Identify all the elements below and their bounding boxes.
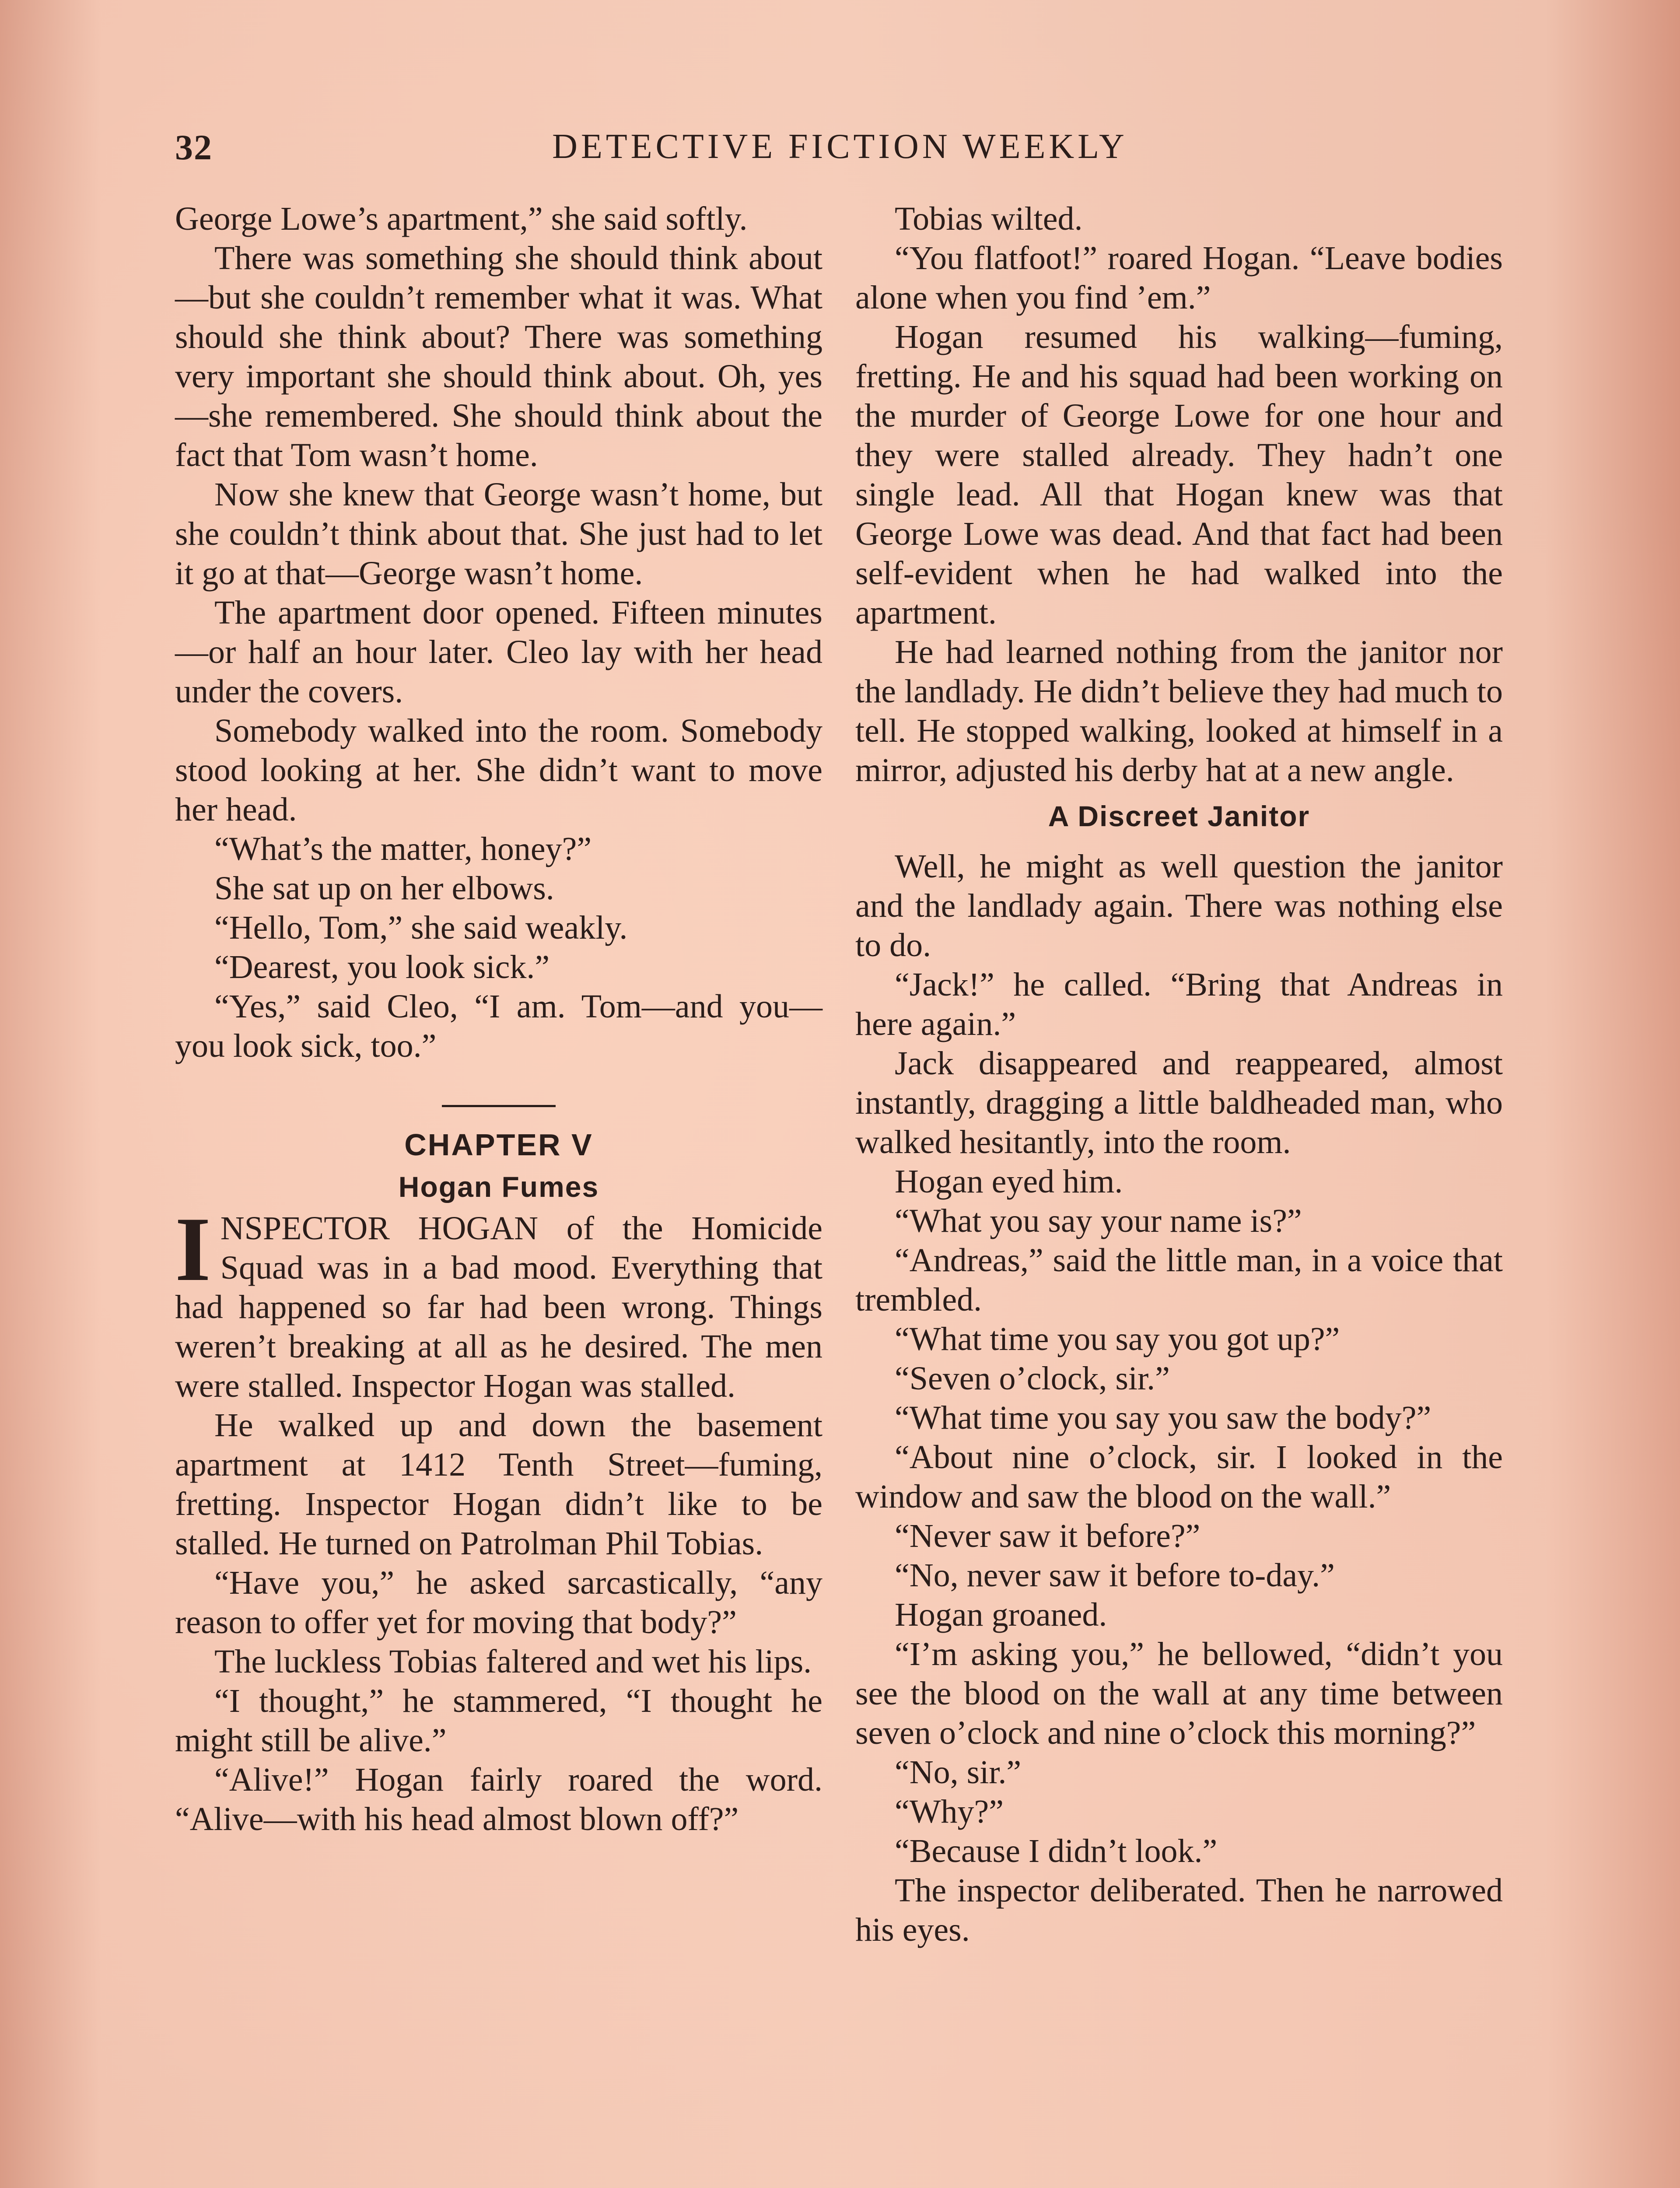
paragraph: Hogan groaned.	[895, 1596, 1107, 1633]
drop-cap: I	[175, 1199, 211, 1300]
paragraph: Tobias wilted.	[895, 200, 1083, 237]
paragraph: The apartment door opened. Fifteen minutes—or half an hour later. Cleo lay with her head under the covers.	[175, 594, 822, 710]
paragraph: The luckless Tobias faltered and wet his lips.	[214, 1643, 812, 1680]
paragraph: “I thought,” he stammered, “I thought he might still be alive.”	[175, 1683, 822, 1759]
paragraph: There was something she should think about—but she couldn’t remember what it was. What should she think about? There was something very important she should think about. Oh, yes—she remembered. She should think about the fact that Tom wasn’t home.	[175, 240, 822, 473]
paragraph: “What you say your name is?”	[895, 1203, 1302, 1239]
left-column	[175, 199, 822, 1839]
chapter-opening-paragraph	[175, 1199, 822, 1406]
running-title: DETECTIVE FICTION WEEKLY	[552, 127, 1128, 166]
right-column	[855, 199, 1503, 1950]
paragraph: She sat up on her elbows.	[214, 870, 554, 907]
paragraph: “Hello, Tom,” she said weakly.	[214, 909, 628, 946]
paragraph: “No, sir.”	[895, 1754, 1022, 1791]
paragraph: Somebody walked into the room. Somebody stood looking at her. She didn’t want to move her head.	[175, 712, 822, 828]
opening-text: NSPECTOR HOGAN of the Homicide Squad was in a bad mood. Everything that had happened so far had been wrong. Things weren’t breaking at all as he desired. The men were stalled. Inspector Hogan was stalled.	[175, 1210, 822, 1404]
chapter-heading: CHAPTER V	[404, 1128, 593, 1162]
paragraph: “You flatfoot!” roared Hogan. “Leave bodies alone when you find ’em.”	[855, 240, 1503, 316]
paragraph: “What time you say you got up?”	[895, 1321, 1340, 1357]
paragraph: “Yes,” said Cleo, “I am. Tom—and you—you look sick, too.”	[175, 988, 822, 1064]
paragraph: Now she knew that George wasn’t home, but she couldn’t think about that. She just had to let it go at that—George wasn’t home.	[175, 476, 822, 592]
paragraph: He had learned nothing from the janitor nor the landlady. He didn’t believe they had much to tell. He stopped walking, looked at himself in a mirror, adjusted his derby hat at a new angle.	[855, 634, 1503, 789]
paragraph: George Lowe’s apartment,” she said softly.	[175, 200, 748, 237]
paragraph: “Have you,” he asked sarcastically, “any reason to offer yet for moving that body?”	[175, 1564, 822, 1641]
paragraph: “Dearest, you look sick.”	[214, 949, 550, 985]
paragraph: Hogan eyed him.	[895, 1163, 1123, 1200]
paragraph: “Jack!” he called. “Bring that Andreas in here again.”	[855, 966, 1503, 1042]
paragraph: The inspector deliberated. Then he narrowed his eyes.	[855, 1872, 1503, 1948]
section-divider	[442, 1105, 556, 1107]
paragraph: Hogan resumed his walking—fuming, fretting. He and his squad had been working on the murder of George Lowe for one hour and they were stalled already. They hadn’t one single lead. All that Hogan knew was that George Lowe was dead. And that fact had been self-evident when he had walked into the apartment.	[855, 319, 1503, 631]
section-heading: A Discreet Janitor	[1048, 800, 1310, 832]
paragraph: “Why?”	[895, 1793, 1004, 1830]
paragraph: He walked up and down the basement apartment at 1412 Tenth Street—fuming, fretting. Inspector Hogan didn’t like to be stalled. He turned on Patrolman Phil Tobias.	[175, 1407, 822, 1562]
paragraph: “Because I didn’t look.”	[895, 1833, 1218, 1869]
page-header	[175, 127, 1505, 175]
paragraph: “What’s the matter, honey?”	[214, 831, 592, 867]
chapter-subtitle: Hogan Fumes	[398, 1171, 599, 1203]
paragraph: Well, he might as well question the janitor and the landlady again. There was nothing else to do.	[855, 848, 1503, 964]
paragraph: “What time you say you saw the body?”	[895, 1399, 1432, 1436]
paragraph: “About nine o’clock, sir. I looked in the window and saw the blood on the wall.”	[855, 1439, 1503, 1515]
paragraph: “I’m asking you,” he bellowed, “didn’t you see the blood on the wall at any time between seven o’clock and nine o’clock this morning?”	[855, 1636, 1503, 1751]
paragraph: “Alive!” Hogan fairly roared the word. “Alive—with his head almost blown off?”	[175, 1761, 822, 1837]
paragraph: “Never saw it before?”	[895, 1518, 1200, 1554]
page-number: 32	[175, 127, 213, 167]
paragraph: “No, never saw it before to-day.”	[895, 1557, 1335, 1594]
paragraph: Jack disappeared and reappeared, almost instantly, dragging a little baldheaded man, who walked hesitantly, into the room.	[855, 1045, 1503, 1161]
paragraph: “Andreas,” said the little man, in a voice that trembled.	[855, 1242, 1503, 1318]
paragraph: “Seven o’clock, sir.”	[895, 1360, 1170, 1397]
